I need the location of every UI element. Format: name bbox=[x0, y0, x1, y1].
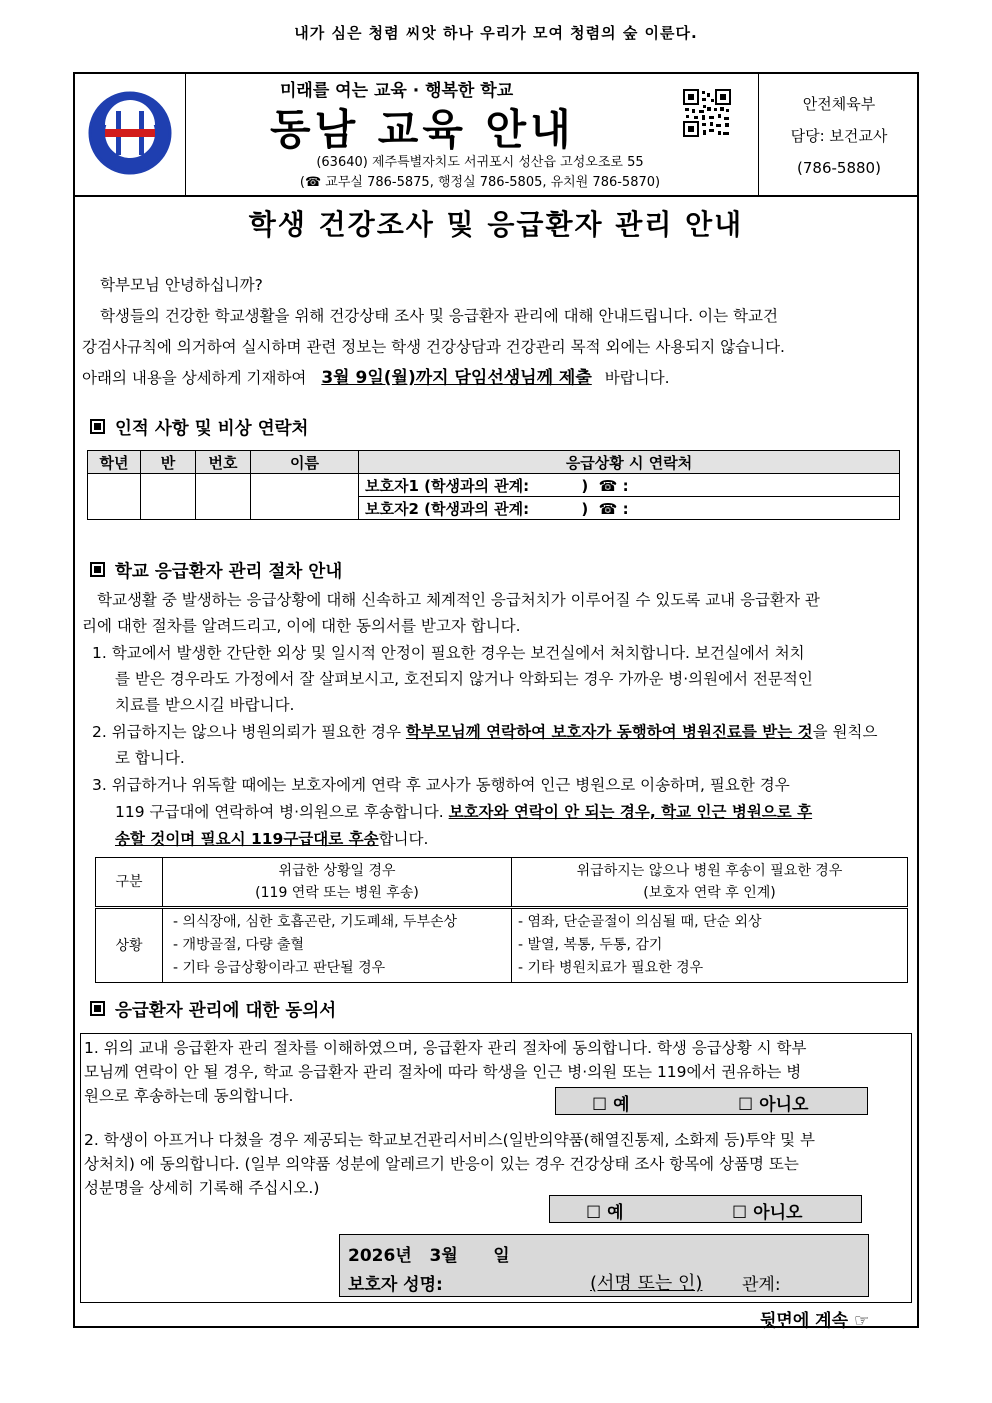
signature-box bbox=[339, 1234, 869, 1297]
consent-2-line: 2. 학생이 아프거나 다쳤을 경우 제공되는 학교보건관리서비스(일반의약품(해열진통제, 소화제 등)투약 및 부 bbox=[84, 1131, 815, 1149]
address-line: (63640) 제주특별자치도 서귀포시 성산읍 고성오조로 55 bbox=[316, 155, 644, 170]
list-item: - 발열, 복통, 두통, 감기 bbox=[518, 937, 663, 953]
school-logo-icon bbox=[88, 91, 172, 175]
square-bullet-icon bbox=[90, 1001, 105, 1016]
header-divider-right bbox=[758, 72, 759, 195]
consent-1-yes-checkbox[interactable]: ☐ 예 bbox=[592, 1095, 630, 1115]
consent-2-line: 성분명을 상세히 기록해 주십시오.) bbox=[84, 1179, 320, 1197]
submission-deadline: 3월 9일(월)까지 담임선생님께 제출 bbox=[321, 368, 592, 388]
consent-1-line: 원으로 후송하는데 동의합니다. bbox=[84, 1087, 294, 1105]
consent-2-choice bbox=[549, 1195, 862, 1223]
header-grade: 학년 bbox=[88, 451, 141, 474]
consent-2 bbox=[84, 1128, 910, 1200]
list-item: - 기타 응급상황이라고 판단될 경우 bbox=[173, 960, 386, 976]
header-divider-left bbox=[185, 72, 186, 195]
phone-line: (☎ 교무실 786-5875, 행정실 786-5805, 유치원 786-5870) bbox=[299, 175, 661, 190]
procedure-item-3b bbox=[115, 799, 812, 826]
department-info bbox=[760, 88, 918, 184]
intro-line-3-post: 바랍니다. bbox=[604, 369, 670, 387]
list-item: - 개방골절, 다량 출혈 bbox=[173, 937, 305, 953]
list-item: - 염좌, 단순골절이 의심될 때, 단순 외상 bbox=[518, 914, 762, 930]
item2-pre: 2. 위급하지는 않으나 병원의뢰가 필요한 경우 bbox=[92, 723, 401, 741]
section-title: 학교 응급환자 관리 절차 안내 bbox=[115, 562, 343, 582]
header-non-urgent-sub: (보호자 연락 후 인계) bbox=[643, 885, 776, 901]
continue-notice: 뒷면에 계속 ☞ bbox=[760, 1311, 870, 1331]
header-emergency-contact: 응급상황 시 연락처 bbox=[359, 451, 900, 474]
procedure-item-1b: 를 받은 경우라도 가정에서 잘 살펴보시고, 호전되지 않거나 악화되는 경우 가까운 병·의원에서 전문적인 bbox=[115, 670, 813, 688]
header-non-urgent bbox=[512, 858, 908, 908]
consent-1-line: 모님께 연락이 안 될 경우, 학교 응급환자 관리 절차에 따라 학생을 인근 병·의원 또는 119에서 권유하는 병 bbox=[84, 1063, 802, 1081]
item3-underlined-cont: 송할 것이며 필요시 119구급대로 후송 bbox=[115, 830, 379, 848]
section-heading-consent bbox=[90, 997, 336, 1022]
urgent-cases bbox=[163, 908, 512, 983]
situation-table bbox=[95, 857, 908, 983]
item2-post: 을 원칙으 bbox=[812, 723, 878, 741]
table-header-row bbox=[96, 858, 908, 908]
consent-1-choice bbox=[555, 1087, 868, 1115]
number-cell[interactable] bbox=[196, 474, 251, 520]
square-bullet-icon bbox=[90, 419, 105, 434]
contact-person: 담당: 보건교사 bbox=[790, 127, 888, 145]
item2-underlined: 학부모님께 연락하여 보호자가 동행하여 병원진료를 받는 것 bbox=[405, 723, 813, 741]
header-number: 번호 bbox=[196, 451, 251, 474]
header-urgent-title: 위급한 상황일 경우 bbox=[278, 863, 396, 879]
department-name: 안전체육부 bbox=[802, 95, 876, 113]
consent-2-yes-checkbox[interactable]: ☐ 예 bbox=[586, 1203, 624, 1223]
guardian-name-label: 보호자 성명: bbox=[348, 1275, 443, 1295]
signature-field[interactable]: (서명 또는 인) bbox=[590, 1273, 703, 1294]
item3-underlined: 보호자와 연락이 안 되는 경우, 학교 인근 병원으로 후 bbox=[448, 803, 813, 821]
consent-2-line: 상처치) 에 동의합니다. (일부 의약품 성분에 알레르기 반응이 있는 경우 건강상태 조사 항목에 상품명 또는 bbox=[84, 1155, 799, 1173]
header-urgent-sub: (119 연락 또는 병원 후송) bbox=[255, 885, 419, 901]
intro-line-2: 강검사규칙에 의거하여 실시하며 관련 정보는 학생 건강상담과 건강관리 목적 외에는 사용되지 않습니다. bbox=[82, 338, 785, 356]
section-heading-procedure bbox=[90, 558, 342, 583]
document-title: 학생 건강조사 및 응급환자 관리 안내 bbox=[248, 208, 744, 241]
qr-code-icon bbox=[683, 89, 731, 137]
table-row bbox=[88, 474, 900, 497]
newsletter-title: 동남 교육 안내 bbox=[270, 105, 575, 154]
consent-1-line: 1. 위의 교내 응급환자 관리 절차를 이해하였으며, 응급환자 관리 절차에 동의합니다. 학생 응급상황 시 학부 bbox=[84, 1039, 807, 1057]
header-urgent bbox=[163, 858, 512, 908]
consent-1-no-checkbox[interactable]: ☐ 아니오 bbox=[738, 1095, 809, 1115]
motto: 내가 심은 청렴 씨앗 하나 우리가 모여 청렴의 숲 이룬다. bbox=[294, 24, 698, 42]
table-header-row bbox=[88, 451, 900, 474]
consent-date[interactable]: 2026년 3월 일 bbox=[348, 1246, 510, 1266]
intro-line-1: 학생들의 건강한 학교생활을 위해 건강상태 조사 및 응급환자 관리에 대해 안내드립니다. 이는 학교건 bbox=[100, 307, 778, 325]
contact-phone: (786-5880) bbox=[797, 159, 881, 177]
class-cell[interactable] bbox=[141, 474, 196, 520]
name-cell[interactable] bbox=[251, 474, 359, 520]
situation-label: 상황 bbox=[96, 908, 163, 983]
item3-pre: 119 구급대에 연락하여 병·의원으로 후송합니다. bbox=[115, 803, 444, 821]
non-urgent-cases bbox=[512, 908, 908, 983]
square-bullet-icon bbox=[90, 562, 105, 577]
header-category: 구분 bbox=[96, 858, 163, 908]
procedure-item-3c bbox=[115, 826, 428, 853]
grade-cell[interactable] bbox=[88, 474, 141, 520]
guardian2-cell[interactable]: 보호자2 (학생과의 관계: ) ☎ : bbox=[359, 497, 900, 520]
procedure-intro-2: 리에 대한 절차를 알려드리고, 이에 대한 동의서를 받고자 합니다. bbox=[82, 617, 521, 635]
list-item: - 기타 병원치료가 필요한 경우 bbox=[518, 960, 704, 976]
relation-label[interactable]: 관계: bbox=[742, 1275, 781, 1295]
procedure-item-1c: 치료를 받으시길 바랍니다. bbox=[115, 696, 295, 714]
section-title: 응급환자 관리에 대한 동의서 bbox=[115, 1001, 337, 1021]
table-row bbox=[96, 908, 908, 983]
list-item: - 의식장애, 심한 호흡곤란, 기도폐쇄, 두부손상 bbox=[173, 914, 458, 930]
procedure-item-2b: 로 합니다. bbox=[115, 749, 185, 767]
header-name: 이름 bbox=[251, 451, 359, 474]
intro-line-3 bbox=[82, 363, 670, 394]
school-address bbox=[270, 153, 690, 193]
procedure-item-2a bbox=[92, 719, 877, 746]
section-title: 인적 사항 및 비상 연락처 bbox=[115, 419, 309, 439]
procedure-intro-1: 학교생활 중 발생하는 응급상황에 대해 신속하고 체계적인 응급처치가 이루어질 수 있도록 교내 응급환자 관 bbox=[97, 591, 820, 609]
guardian1-cell[interactable]: 보호자1 (학생과의 관계: ) ☎ : bbox=[359, 474, 900, 497]
intro-line-3-pre: 아래의 내용을 상세하게 기재하여 bbox=[82, 369, 307, 387]
consent-2-no-checkbox[interactable]: ☐ 아니오 bbox=[732, 1203, 803, 1223]
header-divider bbox=[73, 195, 919, 197]
procedure-item-3a: 3. 위급하거나 위독할 때에는 보호자에게 연락 후 교사가 동행하여 인근 병원으로 이송하며, 필요한 경우 bbox=[92, 776, 790, 794]
section-heading-personal bbox=[90, 415, 308, 440]
procedure-item-1a: 1. 학교에서 발생한 간단한 외상 및 일시적 안정이 필요한 경우는 보건실에서 처치합니다. 보건실에서 처치 bbox=[92, 644, 805, 662]
item3-post: 합니다. bbox=[378, 830, 429, 848]
school-slogan: 미래를 여는 교육 · 행복한 학교 bbox=[280, 81, 514, 101]
greeting: 학부모님 안녕하십니까? bbox=[100, 276, 263, 294]
header-class: 반 bbox=[141, 451, 196, 474]
contact-table bbox=[87, 450, 900, 520]
header-non-urgent-title: 위급하지는 않으나 병원 후송이 필요한 경우 bbox=[576, 863, 843, 879]
